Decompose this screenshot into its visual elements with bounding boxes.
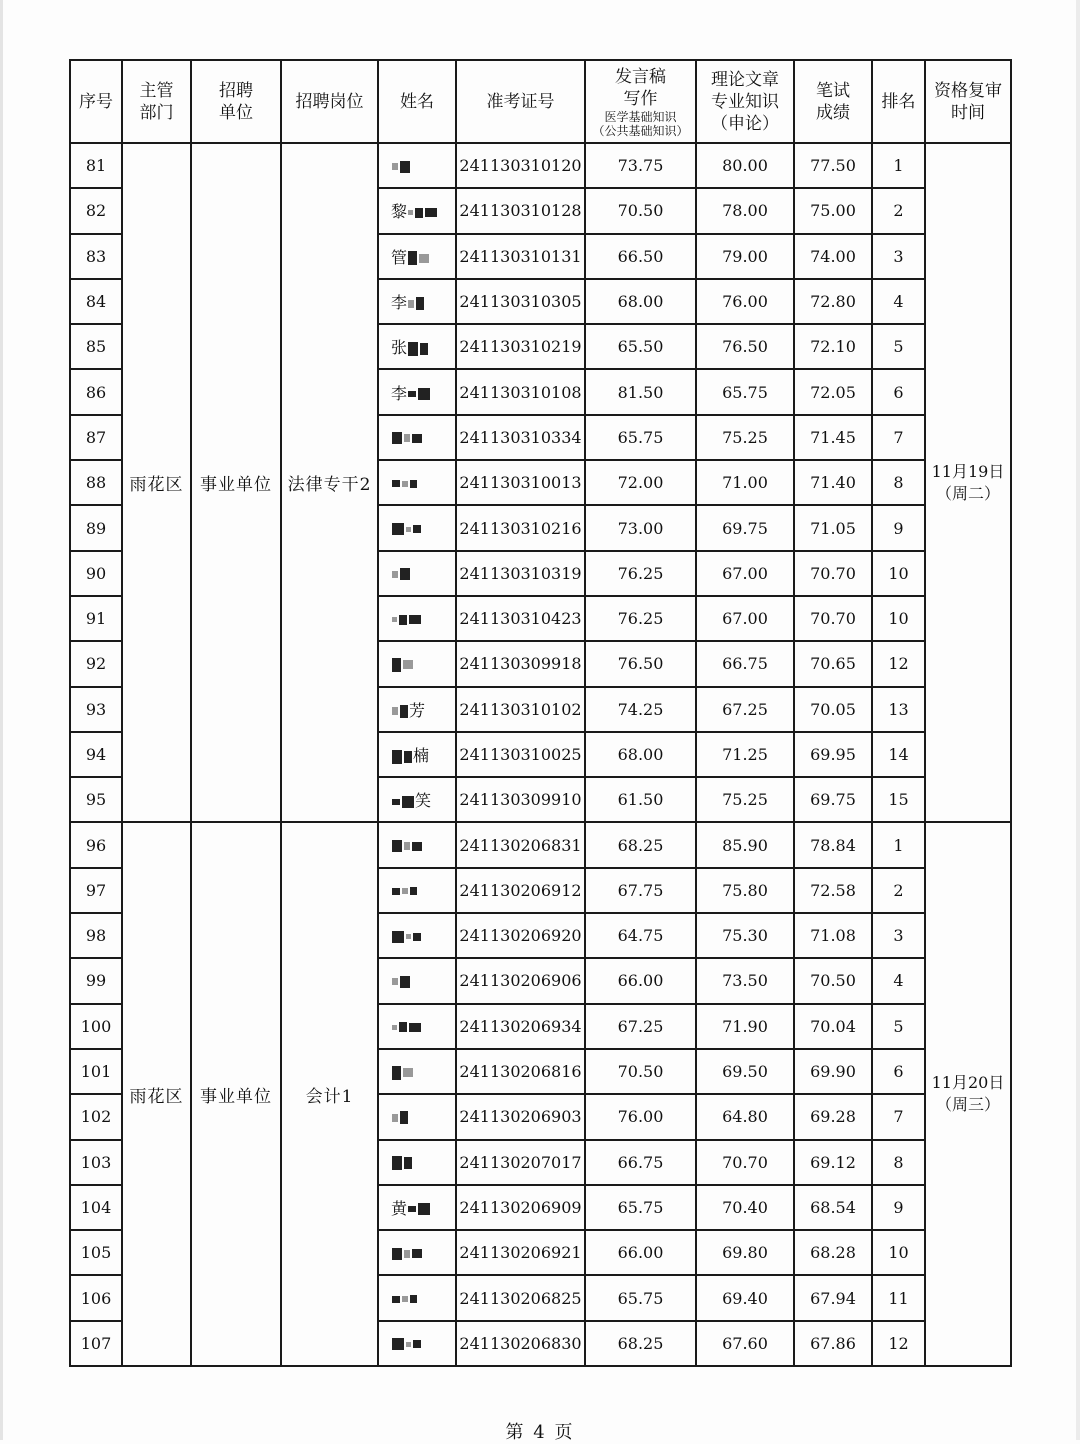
cell-ticket: 241130310102 <box>456 687 585 732</box>
cell-subject2-score: 67.60 <box>696 1321 794 1366</box>
cell-ticket: 241130206903 <box>456 1094 585 1139</box>
cell-ticket: 241130207017 <box>456 1140 585 1185</box>
cell-seq: 85 <box>70 324 122 369</box>
page-edge-right <box>1076 0 1080 1440</box>
cell-name <box>378 460 456 505</box>
cell-seq: 91 <box>70 596 122 641</box>
cell-rank: 1 <box>872 143 925 188</box>
cell-name <box>378 188 456 233</box>
cell-subject1-score: 73.00 <box>585 505 696 550</box>
name-redaction <box>391 1334 422 1353</box>
header-score-text: 笔试成绩 <box>816 80 850 123</box>
review-date: 11月19日 <box>931 461 1005 481</box>
cell-subject1-score: 61.50 <box>585 777 696 822</box>
cell-unit: 事业单位 <box>191 143 281 822</box>
name-redaction <box>391 701 409 720</box>
header-dept-text: 主管部门 <box>139 80 174 123</box>
cell-review-time <box>925 822 1011 1366</box>
cell-subject2-score: 75.25 <box>696 777 794 822</box>
cell-ticket: 241130309910 <box>456 777 585 822</box>
cell-seq: 89 <box>70 505 122 550</box>
cell-subject2-score: 65.75 <box>696 369 794 414</box>
cell-written-score: 77.50 <box>794 143 872 188</box>
header-dept <box>122 60 191 143</box>
header-subject1-sub2: （公共基础知识） <box>592 123 689 138</box>
cell-written-score: 71.08 <box>794 913 872 958</box>
cell-subject1-score: 68.25 <box>585 822 696 867</box>
cell-name <box>378 324 456 369</box>
table-row <box>70 143 1011 188</box>
cell-ticket: 241130310131 <box>456 234 585 279</box>
cell-name <box>378 777 456 822</box>
cell-subject2-score: 75.30 <box>696 913 794 958</box>
header-score <box>794 60 872 143</box>
header-post: 招聘岗位 <box>281 60 378 143</box>
name-redaction <box>391 473 418 492</box>
cell-seq: 87 <box>70 415 122 460</box>
page-footer: 第 4 页 <box>505 1422 575 1443</box>
table-row <box>70 822 1011 867</box>
cell-ticket: 241130206816 <box>456 1049 585 1094</box>
cell-subject2-score: 79.00 <box>696 234 794 279</box>
header-review-time-text: 资格复审时间 <box>934 80 1002 123</box>
page-edge-left <box>0 0 3 1440</box>
cell-written-score: 75.00 <box>794 188 872 233</box>
cell-name <box>378 1230 456 1275</box>
cell-subject1-score: 76.00 <box>585 1094 696 1139</box>
cell-seq: 94 <box>70 732 122 777</box>
name-redaction <box>391 1017 422 1036</box>
cell-seq: 88 <box>70 460 122 505</box>
name-redaction <box>391 1289 418 1308</box>
name-redaction <box>391 1153 413 1172</box>
cell-written-score: 68.54 <box>794 1185 872 1230</box>
cell-ticket: 241130310108 <box>456 369 585 414</box>
cell-name <box>378 868 456 913</box>
name-visible-char: 笑 <box>415 791 432 811</box>
cell-subject2-score: 70.40 <box>696 1185 794 1230</box>
cell-rank: 14 <box>872 732 925 777</box>
cell-name <box>378 1140 456 1185</box>
header-subject1-main: 发言稿写作 <box>615 66 666 109</box>
cell-seq: 86 <box>70 369 122 414</box>
cell-seq: 92 <box>70 641 122 686</box>
name-visible-char: 李 <box>391 383 408 403</box>
cell-subject2-score: 69.80 <box>696 1230 794 1275</box>
cell-subject2-score: 85.90 <box>696 822 794 867</box>
cell-seq: 104 <box>70 1185 122 1230</box>
cell-written-score: 72.05 <box>794 369 872 414</box>
cell-written-score: 70.70 <box>794 551 872 596</box>
cell-rank: 10 <box>872 596 925 641</box>
name-redaction <box>391 791 415 810</box>
cell-rank: 12 <box>872 1321 925 1366</box>
name-redaction <box>391 836 423 855</box>
cell-unit: 事业单位 <box>191 822 281 1366</box>
cell-subject1-score: 73.75 <box>585 143 696 188</box>
name-redaction <box>391 428 423 447</box>
cell-rank: 1 <box>872 822 925 867</box>
cell-ticket: 241130206921 <box>456 1230 585 1275</box>
cell-ticket: 241130310319 <box>456 551 585 596</box>
name-redaction <box>391 971 411 990</box>
cell-ticket: 241130310219 <box>456 324 585 369</box>
cell-subject1-score: 64.75 <box>585 913 696 958</box>
cell-subject1-score: 65.75 <box>585 1275 696 1320</box>
name-redaction <box>391 1243 423 1262</box>
cell-written-score: 69.95 <box>794 732 872 777</box>
cell-rank: 2 <box>872 868 925 913</box>
header-row <box>70 60 1011 143</box>
cell-ticket: 241130206825 <box>456 1275 585 1320</box>
cell-name <box>378 958 456 1003</box>
cell-ticket: 241130310025 <box>456 732 585 777</box>
cell-ticket: 241130206906 <box>456 958 585 1003</box>
cell-written-score: 70.05 <box>794 687 872 732</box>
cell-seq: 83 <box>70 234 122 279</box>
cell-rank: 4 <box>872 279 925 324</box>
cell-subject1-score: 66.50 <box>585 234 696 279</box>
header-seq: 序号 <box>70 60 122 143</box>
cell-ticket: 241130206831 <box>456 822 585 867</box>
cell-seq: 95 <box>70 777 122 822</box>
cell-dept: 雨花区 <box>122 822 191 1366</box>
cell-subject2-score: 76.00 <box>696 279 794 324</box>
cell-rank: 7 <box>872 415 925 460</box>
cell-subject1-score: 70.50 <box>585 188 696 233</box>
cell-rank: 3 <box>872 234 925 279</box>
cell-seq: 107 <box>70 1321 122 1366</box>
cell-rank: 4 <box>872 958 925 1003</box>
cell-rank: 9 <box>872 505 925 550</box>
name-redaction <box>391 926 422 945</box>
name-redaction <box>391 1062 414 1081</box>
cell-subject2-score: 78.00 <box>696 188 794 233</box>
cell-post: 会计1 <box>281 822 378 1366</box>
cell-seq: 103 <box>70 1140 122 1185</box>
cell-seq: 99 <box>70 958 122 1003</box>
cell-ticket: 241130310305 <box>456 279 585 324</box>
name-redaction <box>407 202 438 221</box>
name-redaction <box>391 881 418 900</box>
cell-subject1-score: 66.00 <box>585 1230 696 1275</box>
name-redaction <box>391 654 414 673</box>
cell-rank: 10 <box>872 1230 925 1275</box>
cell-ticket: 241130206934 <box>456 1004 585 1049</box>
cell-name <box>378 369 456 414</box>
cell-name <box>378 505 456 550</box>
cell-subject2-score: 75.25 <box>696 415 794 460</box>
cell-subject1-score: 65.75 <box>585 1185 696 1230</box>
cell-seq: 93 <box>70 687 122 732</box>
cell-subject1-score: 70.50 <box>585 1049 696 1094</box>
name-redaction <box>391 746 413 765</box>
cell-written-score: 67.94 <box>794 1275 872 1320</box>
cell-written-score: 70.70 <box>794 596 872 641</box>
cell-subject1-score: 68.25 <box>585 1321 696 1366</box>
name-redaction <box>407 248 430 267</box>
cell-seq: 84 <box>70 279 122 324</box>
cell-subject1-score: 76.25 <box>585 596 696 641</box>
cell-ticket: 241130206909 <box>456 1185 585 1230</box>
cell-written-score: 69.12 <box>794 1140 872 1185</box>
review-day: （周二） <box>935 483 1000 503</box>
cell-subject1-score: 66.75 <box>585 1140 696 1185</box>
cell-seq: 102 <box>70 1094 122 1139</box>
cell-subject1-score: 65.50 <box>585 324 696 369</box>
name-redaction <box>391 156 411 175</box>
cell-rank: 12 <box>872 641 925 686</box>
cell-post: 法律专干2 <box>281 143 378 822</box>
cell-ticket: 241130310423 <box>456 596 585 641</box>
cell-ticket: 241130206920 <box>456 913 585 958</box>
cell-seq: 81 <box>70 143 122 188</box>
name-redaction <box>391 1107 409 1126</box>
cell-rank: 2 <box>872 188 925 233</box>
cell-name <box>378 1094 456 1139</box>
cell-written-score: 69.28 <box>794 1094 872 1139</box>
name-visible-char: 芳 <box>409 700 426 720</box>
cell-seq: 96 <box>70 822 122 867</box>
cell-rank: 5 <box>872 324 925 369</box>
cell-written-score: 71.40 <box>794 460 872 505</box>
header-subject1-sub1: 医学基础知识 <box>604 109 677 124</box>
name-redaction <box>407 1199 431 1218</box>
name-visible-char: 黄 <box>391 1198 408 1218</box>
cell-written-score: 71.05 <box>794 505 872 550</box>
cell-written-score: 69.75 <box>794 777 872 822</box>
cell-rank: 6 <box>872 1049 925 1094</box>
cell-name <box>378 1275 456 1320</box>
cell-written-score: 70.50 <box>794 958 872 1003</box>
name-redaction <box>407 338 429 357</box>
cell-ticket: 241130206830 <box>456 1321 585 1366</box>
name-visible-char: 李 <box>391 293 408 313</box>
cell-review-time <box>925 143 1011 822</box>
review-day: （周三） <box>935 1095 1000 1115</box>
cell-ticket: 241130310216 <box>456 505 585 550</box>
cell-written-score: 67.86 <box>794 1321 872 1366</box>
cell-name <box>378 822 456 867</box>
cell-seq: 97 <box>70 868 122 913</box>
name-visible-char: 管 <box>391 247 408 267</box>
cell-subject1-score: 67.75 <box>585 868 696 913</box>
cell-written-score: 70.04 <box>794 1004 872 1049</box>
cell-name <box>378 687 456 732</box>
header-review-time <box>925 60 1011 143</box>
cell-rank: 8 <box>872 460 925 505</box>
cell-written-score: 78.84 <box>794 822 872 867</box>
name-redaction <box>391 519 422 538</box>
cell-subject1-score: 68.00 <box>585 279 696 324</box>
cell-name <box>378 279 456 324</box>
cell-subject1-score: 66.00 <box>585 958 696 1003</box>
results-table <box>69 59 1012 1367</box>
cell-rank: 7 <box>872 1094 925 1139</box>
cell-seq: 90 <box>70 551 122 596</box>
cell-subject1-score: 67.25 <box>585 1004 696 1049</box>
name-redaction <box>407 384 431 403</box>
header-unit-text: 招聘单位 <box>219 80 253 123</box>
cell-subject1-score: 81.50 <box>585 369 696 414</box>
cell-subject2-score: 73.50 <box>696 958 794 1003</box>
cell-ticket: 241130310128 <box>456 188 585 233</box>
cell-ticket: 241130309918 <box>456 641 585 686</box>
cell-subject1-score: 74.25 <box>585 687 696 732</box>
cell-subject2-score: 67.00 <box>696 596 794 641</box>
cell-subject2-score: 69.50 <box>696 1049 794 1094</box>
header-subject2 <box>696 60 794 143</box>
cell-subject2-score: 75.80 <box>696 868 794 913</box>
header-subject1 <box>585 60 696 143</box>
cell-written-score: 72.58 <box>794 868 872 913</box>
cell-name <box>378 551 456 596</box>
name-redaction <box>391 609 422 628</box>
cell-rank: 8 <box>872 1140 925 1185</box>
cell-ticket: 241130310120 <box>456 143 585 188</box>
cell-written-score: 70.65 <box>794 641 872 686</box>
cell-subject1-score: 65.75 <box>585 415 696 460</box>
cell-subject2-score: 67.00 <box>696 551 794 596</box>
cell-subject2-score: 69.75 <box>696 505 794 550</box>
cell-subject2-score: 66.75 <box>696 641 794 686</box>
cell-name <box>378 913 456 958</box>
cell-subject2-score: 67.25 <box>696 687 794 732</box>
cell-name <box>378 415 456 460</box>
cell-name <box>378 732 456 777</box>
header-ticket: 准考证号 <box>456 60 585 143</box>
cell-rank: 3 <box>872 913 925 958</box>
cell-name <box>378 1321 456 1366</box>
cell-ticket: 241130206912 <box>456 868 585 913</box>
cell-rank: 6 <box>872 369 925 414</box>
cell-seq: 82 <box>70 188 122 233</box>
cell-name <box>378 1004 456 1049</box>
cell-subject2-score: 64.80 <box>696 1094 794 1139</box>
cell-subject1-score: 72.00 <box>585 460 696 505</box>
cell-rank: 15 <box>872 777 925 822</box>
name-visible-char: 楠 <box>413 746 430 765</box>
cell-subject2-score: 71.00 <box>696 460 794 505</box>
cell-written-score: 72.10 <box>794 324 872 369</box>
cell-written-score: 72.80 <box>794 279 872 324</box>
cell-name <box>378 1049 456 1094</box>
cell-rank: 9 <box>872 1185 925 1230</box>
cell-rank: 11 <box>872 1275 925 1320</box>
cell-seq: 98 <box>70 913 122 958</box>
cell-seq: 106 <box>70 1275 122 1320</box>
header-rank: 排名 <box>872 60 925 143</box>
cell-subject2-score: 70.70 <box>696 1140 794 1185</box>
cell-ticket: 241130310334 <box>456 415 585 460</box>
cell-subject1-score: 68.00 <box>585 732 696 777</box>
cell-subject2-score: 71.90 <box>696 1004 794 1049</box>
name-visible-char: 张 <box>391 338 408 358</box>
review-date: 11月20日 <box>931 1073 1005 1093</box>
cell-written-score: 68.28 <box>794 1230 872 1275</box>
cell-subject2-score: 80.00 <box>696 143 794 188</box>
cell-subject2-score: 71.25 <box>696 732 794 777</box>
name-redaction <box>391 564 411 583</box>
cell-name <box>378 596 456 641</box>
cell-rank: 5 <box>872 1004 925 1049</box>
name-visible-char: 黎 <box>391 202 408 222</box>
cell-seq: 101 <box>70 1049 122 1094</box>
cell-written-score: 74.00 <box>794 234 872 279</box>
cell-written-score: 69.90 <box>794 1049 872 1094</box>
cell-name <box>378 1185 456 1230</box>
header-subject2-text: 理论文章专业知识（申论） <box>711 69 779 134</box>
header-name: 姓名 <box>378 60 456 143</box>
cell-name <box>378 641 456 686</box>
cell-written-score: 71.45 <box>794 415 872 460</box>
cell-seq: 100 <box>70 1004 122 1049</box>
name-redaction <box>407 293 425 312</box>
cell-name <box>378 143 456 188</box>
header-unit <box>191 60 281 143</box>
cell-subject1-score: 76.50 <box>585 641 696 686</box>
cell-subject2-score: 69.40 <box>696 1275 794 1320</box>
cell-subject2-score: 76.50 <box>696 324 794 369</box>
cell-rank: 13 <box>872 687 925 732</box>
cell-seq: 105 <box>70 1230 122 1275</box>
cell-dept: 雨花区 <box>122 143 191 822</box>
cell-name <box>378 234 456 279</box>
cell-rank: 10 <box>872 551 925 596</box>
cell-subject1-score: 76.25 <box>585 551 696 596</box>
cell-ticket: 241130310013 <box>456 460 585 505</box>
